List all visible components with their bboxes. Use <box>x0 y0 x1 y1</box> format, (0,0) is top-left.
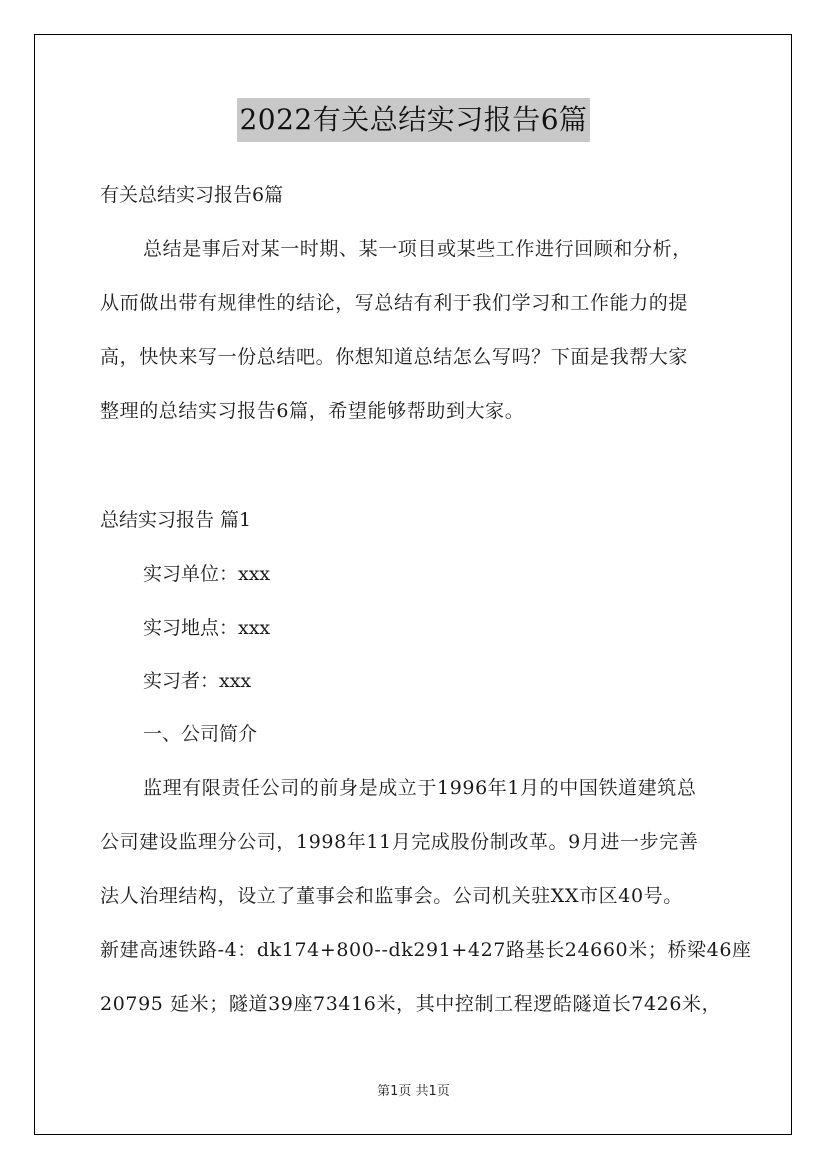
company-line-3: 法人治理结构，设立了董事会和监事会。公司机关驻XX市区40号。 <box>100 885 683 907</box>
company-line-5: 20795 延米；隧道39座73416米，其中控制工程逻皓隧道长7426米， <box>100 993 722 1015</box>
company-line-1: 监理有限责任公司的前身是成立于1996年1月的中国铁道建筑总 <box>143 777 697 799</box>
section-heading: 总结实习报告 篇1 <box>100 509 252 531</box>
company-heading: 一、公司简介 <box>143 723 258 745</box>
field-unit: 实习单位：xxx <box>143 563 271 585</box>
company-line-2: 公司建设监理分公司，1998年11月完成股份制改革。9月进一步完善 <box>100 831 699 853</box>
intro-line-2: 从而做出带有规律性的结论，写总结有利于我们学习和工作能力的提 <box>100 292 689 314</box>
title-wrap <box>0 98 827 142</box>
field-location: 实习地点：xxx <box>143 617 271 639</box>
intro-line-1: 总结是事后对某一时期、某一项目或某些工作进行回顾和分析， <box>143 238 692 260</box>
intro-line-3: 高，快快来写一份总结吧。你想知道总结怎么写吗？下面是我帮大家 <box>100 346 689 368</box>
page-footer: 第1页 共1页 <box>377 1084 450 1099</box>
document-title: 2022有关总结实习报告6篇 <box>237 98 589 142</box>
document-subtitle: 有关总结实习报告6篇 <box>100 184 284 206</box>
field-intern: 实习者：xxx <box>143 670 252 692</box>
intro-line-4: 整理的总结实习报告6篇，希望能够帮助到大家。 <box>100 400 525 422</box>
company-line-4: 新建高速铁路-4：dk174+800--dk291+427路基长24660米；桥梁46座 <box>100 939 752 961</box>
